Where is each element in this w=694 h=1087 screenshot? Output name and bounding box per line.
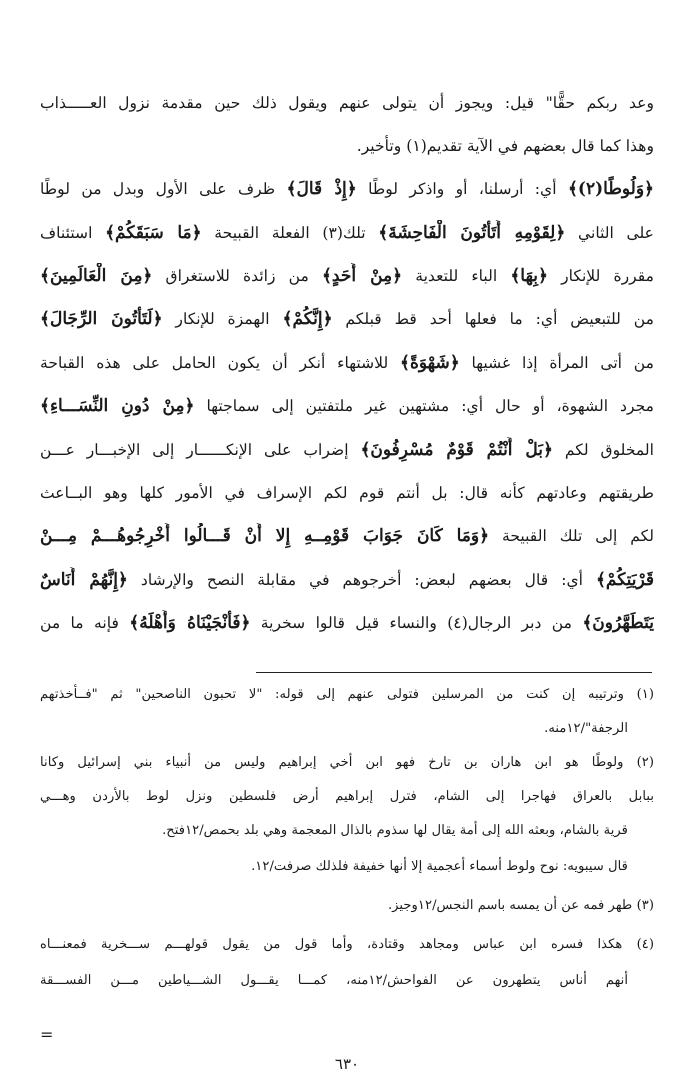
quran-quote: ﴿مِنْ أَحَدٍ﴾	[321, 266, 403, 286]
commentary-text: مقررة للإنكار	[547, 267, 654, 285]
commentary-text: من أتى المرأة إذا غشيها	[459, 354, 654, 372]
quran-quote: ﴿لَتَأْتُونَ الرِّجَالَ﴾	[40, 309, 163, 329]
footnote-line: (١) وترتيبه إن كنت من المرسلين فتولى عنهم إلى قوله: "لا تحبون الناصحين" ثم "فــأخذتهم	[40, 687, 654, 702]
commentary-text: من للتبعيض أي: ما فعلها أحد قط قبلكم	[332, 310, 654, 328]
commentary-text: إضراب على الإنكــــــار إلى الإخبـــار عـــن	[40, 441, 361, 459]
text-line	[40, 393, 654, 423]
quran-quote: ﴿بَلْ أَنْتُمْ قَوْمٌ مُسْرِفُونَ﴾	[360, 440, 553, 460]
quran-quote: ﴿إِنَّهُمْ أُنَاسٌ	[40, 570, 128, 590]
quran-quote: ﴿مَا سَبَقَكُمْ﴾	[105, 223, 202, 243]
quran-quote: ﴿لِقَوْمِهِ أَتَأْتُونَ الْفَاحِشَةَ﴾	[378, 223, 566, 243]
quran-quote: ﴿مِنْ دُونِ النِّسَـــاءِ﴾	[40, 396, 195, 416]
text-line	[40, 567, 654, 597]
commentary-text: وعد ربكم حقًّا" قيل: ويجوز أن يتولى عنهم ويقول ذلك حين مقدمة نزول العـــــذاب	[40, 94, 654, 112]
quran-quote: ﴿بِهَا﴾	[510, 266, 548, 286]
footnote-line: قرية بالشام، وبعثه الله إلى أمة يقال لها سذوم بالذال المعجمة وهي بلد بحمص/١٢فتح.	[162, 823, 628, 838]
footnote-separator	[256, 672, 652, 673]
footnote-line: (٤) هكذا فسره ابن عباس ومجاهد وقتادة، وأما قول من يقول قولهـــم ســـخرية فمعنـــاه	[40, 937, 654, 952]
continuation-mark: =	[40, 1025, 54, 1044]
commentary-text: ظرف على الأول وبدل من لوطًا	[40, 180, 287, 198]
text-line	[40, 176, 654, 206]
commentary-text: الهمزة للإنكار	[162, 310, 283, 328]
quran-quote: ﴿إِنَّكُمْ﴾	[282, 309, 333, 329]
quran-quote: يَتَطَهَّرُونَ﴾	[582, 613, 654, 633]
text-line	[40, 220, 654, 250]
text-line	[40, 350, 654, 380]
commentary-text: من دبر الرجال(٤) والنساء قيل قالوا سخرية	[250, 614, 583, 632]
page-number: ٦٣٠	[334, 1055, 360, 1073]
commentary-text: أي: أرسلنا، أو واذكر لوطًا	[356, 180, 568, 198]
quran-quote: ﴿وَمَا كَانَ جَوَابَ قَوْمِــهِ إِلا أَنْ قَـــالُوا أَخْرِجُوهُـــمْ مِـــنْ	[40, 526, 490, 546]
text-line	[40, 306, 654, 336]
commentary-text: وهذا كما قال بعضهم في الآية تقديم(١) وتأخير.	[356, 137, 654, 155]
commentary-text: طريقتهم وعادتهم كأنه قال: بل أنتم قوم لكم الإسراف في الأمور كلها وهو البــاعث	[40, 484, 654, 502]
footnote-line: قال سيبويه: نوح ولوط أسماء أعجمية إلا أنها خفيفة فلذلك صرفت/١٢.	[251, 859, 628, 874]
commentary-text: من زائدة للاستغراق	[152, 267, 322, 285]
quran-quote: ﴿مِنَ الْعَالَمِينَ﴾	[40, 266, 153, 286]
footnote-line: الرجفة"/١٢منه.	[544, 721, 628, 736]
text-line	[40, 480, 654, 510]
commentary-text: المخلوق لكم	[552, 441, 654, 459]
quran-quote: قَرْيَتِكُمْ﴾	[595, 570, 654, 590]
text-line	[40, 90, 654, 120]
text-line	[40, 263, 654, 293]
text-line	[40, 133, 654, 163]
text-line	[40, 610, 654, 640]
footnote-line: أنهم أناس يتطهرون عن الفواحش/١٢منه، كمـــا يقـــول الشـــياطين مـــن الفســـقة	[40, 973, 628, 988]
text-line	[40, 523, 654, 553]
quran-quote: ﴿وَلُوطًا(٢)﴾	[567, 179, 654, 199]
footnote-line: ببابل بالعراق فهاجرا إلى الشام، فترل إبراهيم أرض فلسطين ونزل لوط بالأردن وهـــي	[40, 789, 654, 804]
commentary-text: للاشتهاء أنكر أن يكون الحامل على هذه القباحة	[40, 354, 400, 372]
commentary-text: لكم إلى تلك القبيحة	[489, 527, 654, 545]
footnote-line: (٢) ولوطًا هو ابن هاران بن تارخ فهو ابن أخي إبراهيم وليس من أنبياء بني إسرائيل وكانا	[40, 755, 654, 770]
quran-quote: ﴿فَأَنْجَيْنَاهُ وَأَهْلَهُ﴾	[129, 613, 251, 633]
commentary-text: الباء للتعدية	[402, 267, 511, 285]
text-line	[40, 437, 654, 467]
commentary-text: فإنه ما من	[40, 614, 130, 632]
commentary-text: استئناف	[40, 224, 106, 242]
commentary-text: تلك(٣) الفعلة القبيحة	[201, 224, 379, 242]
quran-quote: ﴿شَهْوَةً﴾	[400, 353, 460, 373]
commentary-text: مجرد الشهوة، أو حال أي: مشتهين غير ملتفتين إلى سماجتها	[194, 397, 654, 415]
footnote-line: (٣) طهر فمه عن أن يمسه باسم النجس/١٢وجيز.	[387, 898, 654, 913]
quran-quote: ﴿إِذْ قَالَ﴾	[286, 179, 357, 199]
commentary-text: على الثاني	[565, 224, 654, 242]
commentary-text: أي: قال بعضهم لبعض: أخرجوهم في مقابلة النصح والإرشاد	[127, 571, 596, 589]
